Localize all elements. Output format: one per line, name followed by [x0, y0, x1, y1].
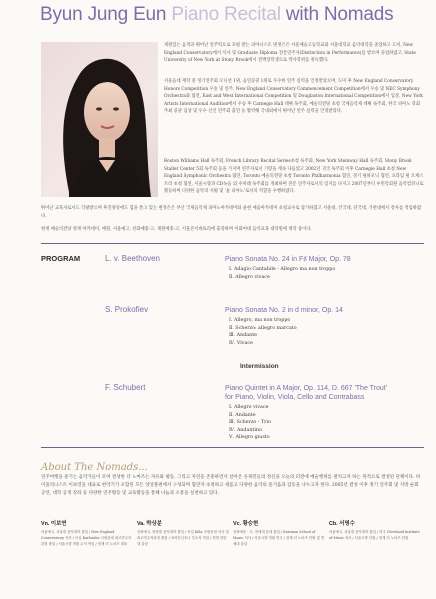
piece-prokofiev: Piano Sonata No. 2 in d minor, Op. 14 — [225, 307, 343, 314]
movement-item: Ⅳ. Andantino — [229, 427, 262, 433]
portrait-image — [41, 42, 158, 197]
movements-schubert — [229, 404, 419, 442]
movement-item: Ⅰ. Adagio Cantabile - Allegro ma non troppo — [229, 267, 336, 272]
intermission-label: Intermission — [240, 363, 279, 370]
member-name: Vn. 이보연 — [41, 521, 67, 527]
movement-item: Ⅲ. Andante — [229, 333, 258, 338]
piece-title: Piano Quintet in A Major, Op. 114, D. 667 'The Trout' — [225, 385, 388, 392]
title-guest: with Nomads — [285, 4, 394, 25]
member-bio: 서울예고, 서울대 음악대학 졸업 / 미국 Cleveland Institute of Music 석사 / 서울시향 단원 / 현재 더 노마즈 단원 — [329, 530, 420, 540]
pianist-portrait — [41, 42, 158, 197]
composer-prokofiev: S. Prokofiev — [105, 305, 149, 314]
composer-beethoven: L. v. Beethoven — [105, 254, 160, 263]
movement-item: Ⅳ. Vivace — [229, 340, 253, 346]
movement-item: Ⅰ. Allegro vivace — [229, 405, 269, 410]
member-viola — [137, 519, 229, 547]
movement-item: Ⅱ. Scherzo: allegro marcato — [229, 325, 297, 331]
program-heading: PROGRAM — [41, 254, 81, 263]
page-title — [40, 4, 430, 26]
movement-item: Ⅴ. Allegro giusto — [229, 435, 270, 440]
piece-schubert — [225, 384, 387, 402]
movement-item: Ⅰ. Allegro, ma non troppo — [229, 318, 291, 323]
member-cello — [233, 519, 325, 547]
about-paragraph: 연주여행을 즐기는 음악가들이 모여 결성한 더 노마즈는 자유와 평등, 그리고 자연을 존중하면서 살아온 유목민들의 정신을 오늘의 터전에 예술행위를 펼치고자 하는 목적으로 결성된 단체이다. 바이올리니스트 이보연을 대표로 현악기가 포함된 모든 앙상블편에서 구성되며 협연자 초청하고 새롭고 다양한 음악의 즐거움과 감동을 나누고자 한다. 2005년 결성 이후 정기 연주회 및 지방 순회 공연, 대학 공개 강좌 등 다양한 연주활동 및 교육활동을 통해 나눔과 소통을 실천하고 있다. — [41, 475, 421, 496]
about-heading: About The Nomads... — [41, 462, 148, 473]
member-bio: 선화예고, 한양대 음악대학 졸업 / 독일 Köln 국립음대 석사 및 최고연주자과정 졸업 / 코리안심포니 부수석 역임 / 현재 한양대 출강 — [137, 530, 229, 546]
member-contrabass — [329, 519, 421, 542]
member-name: Cb. 서명수 — [329, 521, 355, 527]
bio-paragraph-education: 계원있는 음색과 뛰어난 연주력으로 호평 받는 피아니스트 변정은은 서울예술고등학교와 서울대학교 음악대학을 졸업하고 도미, New England Conservatory에서 석사 및 Graduate Diploma 전문연주자(Distinction in Performance)를 받으며 졸업하였고, State University of New York at Stony Brook에서 전액장학생으로 박사학위를 취득했다. — [164, 43, 416, 64]
bio-paragraph-current: 현재 예술의전당 영재 아카데미, 예원, 서울예고, 선화예중·고, 계원예중·고, 서울콘서바토리에 출강하며 이화여대 음악교육 대학원에 재학 중이다. — [41, 227, 312, 232]
bio-paragraph-performances: Boston Williams Hall 독주회, French Library Recital Series초청 독주회, New York Steinway Hall 독주회, Stony Brook Staller Center 5회 독주회 등을 가지며 연주자로서 기량을 계속 다듬었고 2002년 귀국 독주회 이후 Carnegie Hall 초청 New England Symphonic Orchestra 협연, Toronto 예술의전당 초청 Toronto Philharmonia 협연, 경기 필하모닉 협연, 프라임 필 오케스트라 초청 협연, 서울시향과 CD녹음 외 수차례 독주회를 개최하며 전문 연주자로서의 입지를 다지고 2007년부터 루빈악회원 음악컴퍼니로 활동하며 다양한 음악의 지평 및 '윤 피아노'로서의 역할을 수행하였다. — [164, 159, 424, 195]
title-performer: Byun Jung Eun — [40, 4, 167, 25]
piece-instrumentation: for Piano, Violin, Viola, Cello and Contrabass — [225, 394, 365, 401]
movement-item: Ⅱ. Andante — [229, 412, 256, 418]
movements-prokofiev — [229, 317, 419, 347]
member-bio: 서울예고, 서울대 음악대학 졸업 / New England Conservatory 석사 / 독일 Karlsruhe 국립음대 최고연주자과정 졸업 / 서울시향 객원 수석 역임 / 현재 더 노마즈 대표 — [41, 530, 132, 546]
movement-item: Ⅱ. Allegro vivace — [229, 274, 270, 280]
bio-paragraph-teaching: 뛰어난 교육자로서도 각광받으며 후진양성에도 힘을 쏟고 있는 변정은은 부산 국제음악제 피아노아카데미와 윤현 예음아카데미 초청교수로 참가하였고 서울대, 건국대, 단국대, 가천대에서 강사를 역임하였다. — [41, 206, 422, 219]
member-name: Vc. 황승현 — [233, 521, 259, 527]
movements-beethoven — [229, 266, 419, 281]
program-divider-bottom — [41, 447, 424, 448]
member-violin — [41, 519, 133, 547]
bio-paragraph-awards: 서울음대 재학 중 정기연주회 오디션 1위, 음연콩쿨 1위로 우수한 연주 실력을 인정받았으며, 도미 후 New England Conservatory Honors Competition 우승 및 연주, New England Conservatory Commencement Competition에서 우승 및 NEC Symphony Orchestra와 협연, East and West International Competition 및 Douglaston International Competition에서 입상, New York Artists International Audition에서 우승 후 Carnegie Hall 데뷔 독주회, 예술의전당 초청 국제음악제 데뷔 독주회, 한국 피아노 학회 주최 콩쿨 입상 및 우수 신인 연주회 출연 등 활약해 국내외에서 뛰어난 연주 실력을 인정받았다. — [164, 79, 423, 115]
program-divider-top — [41, 243, 424, 244]
member-name: Va. 박상분 — [137, 521, 162, 527]
piece-beethoven: Piano Sonata No. 24 in F♯ Major, Op. 78 — [225, 256, 351, 263]
member-bio: 선화예중 · 고, 연세대 음대 졸업 / Eastman School of Music 석사 / 서울시향 객원 연주 / 현재 더 노마즈 단원 및 연세대 출강 — [233, 530, 325, 546]
title-event: Piano Recital — [171, 4, 281, 25]
composer-schubert: F. Schubert — [105, 383, 146, 392]
movement-item: Ⅲ. Scherzo - Trio — [229, 420, 271, 425]
